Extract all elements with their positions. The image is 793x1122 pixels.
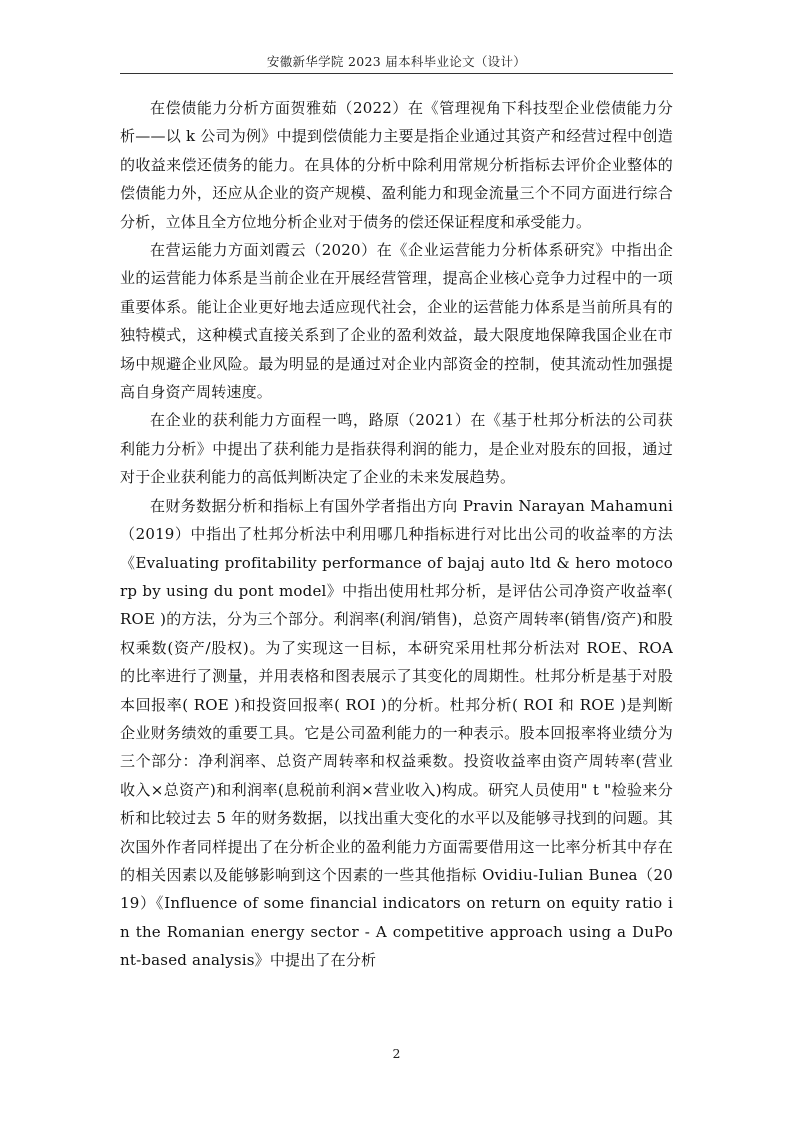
body-text — [120, 94, 673, 975]
page-number: 2 — [392, 1046, 401, 1061]
header-divider — [120, 73, 673, 74]
paragraph-solvency: 在偿债能力分析方面贺雅茹（2022）在《管理视角下科技型企业偿债能力分析——以 k 公司为例》中提到偿债能力主要是指企业通过其资产和经营过程中创造的收益来偿还债务的能力。在具体的分析中除利用常规分析指标去评价企业整体的偿债能力外，还应从企业的资产规模、盈利能力和现金流量三个不同方面进行综合分析，立体且全方位地分析企业对于债务的偿还保证程度和承受能力。 — [120, 99, 673, 231]
paragraph-profitability: 在企业的获利能力方面程一鸣，路原（2021）在《基于杜邦分析法的公司获利能力分析》中提出了获利能力是指获得利润的能力，是企业对股东的回报，通过对于企业获利能力的高低判断决定了企业的未来发展趋势。 — [120, 411, 673, 487]
running-header: 安徽新华学院 2023 届本科毕业论文（设计） — [266, 54, 527, 69]
paragraph-operating-capacity: 在营运能力方面刘霞云（2020）在《企业运营能力分析体系研究》中指出企业的运营能力体系是当前企业在开展经营管理，提高企业核心竞争力过程中的一项重要体系。能让企业更好地去适应现代社会，企业的运营能力体系是当前所具有的独特模式，这种模式直接关系到了企业的盈利效益，最大限度地保障我国企业在市场中规避企业风险。最为明显的是通过对企业内部资金的控制，使其流动性加强提高自身资产周转速度。 — [120, 241, 673, 402]
paragraph-foreign-research: 在财务数据分析和指标上有国外学者指出方向 Pravin Narayan Mahamuni（2019）中指出了杜邦分析法中利用哪几种指标进行对比出公司的收益率的方法《Evaluating profitability performance of bajaj auto ltd & hero motocorp by using du pont model》中指出使用杜邦分析，是评估公司净资产收益率( ROE )的方法，分为三个部分。利润率(利润/销售)，总资产周转率(销售/资产)和股权乘数(资产/股权)。为了实现这一目标，本研究采用杜邦分析法对 ROE、ROA 的比率进行了测量，并用表格和图表展示了其变化的周期性。杜邦分析是基于对股本回报率( ROE )和投资回报率( ROI )的分析。杜邦分析( ROI 和 ROE )是判断企业财务绩效的重要工具。它是公司盈利能力的一种表示。股本回报率将业绩分为三个部分：净利润率、总资产周转率和权益乘数。投资收益率由资产周转率(营业收入×总资产)和利润率(息税前利润×营业收入)构成。研究人员使用" t "检验来分析和比较过去 5 年的财务数据，以找出重大变化的水平以及能够寻找到的问题。其次国外作者同样提出了在分析企业的盈利能力方面需要借用这一比率分析其中存在的相关因素以及能够影响到这个因素的一些其他指标 Ovidiu-Iulian Bunea（2019）《Influence of some financial indicators on return on equity ratio in the Romanian energy sector - A competitive approach using a DuPont-based analysis》中提出了在分析 — [120, 496, 673, 970]
